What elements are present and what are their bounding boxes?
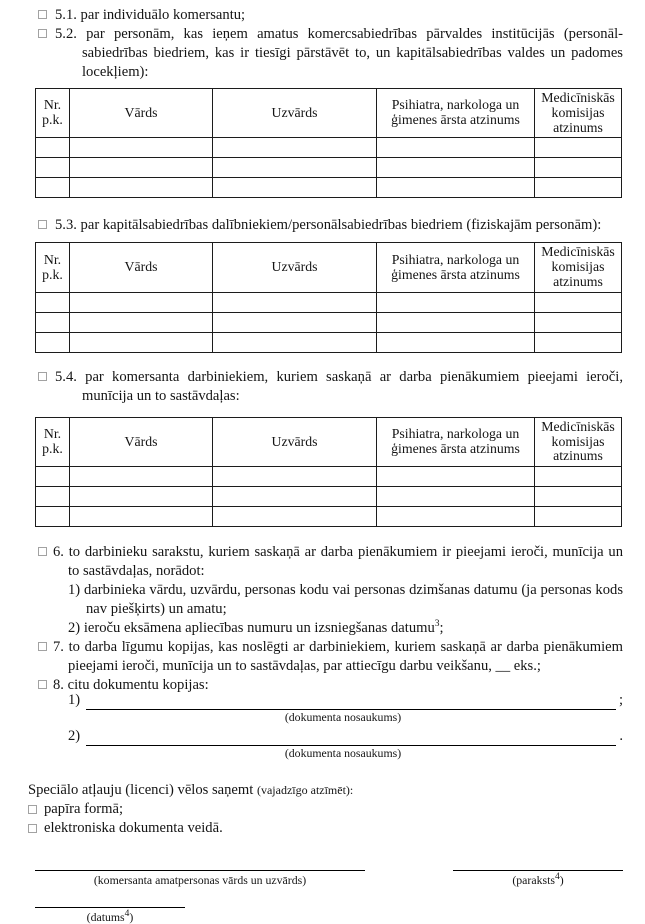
checkbox-5-1[interactable] xyxy=(38,10,47,19)
license-intro-note: (vajadzīgo atzīmēt): xyxy=(256,783,354,798)
col-header-nr: Nr. p.k. xyxy=(36,243,70,292)
item-5-1 xyxy=(38,6,623,25)
item-6 xyxy=(38,543,623,581)
empty-cell xyxy=(70,178,213,198)
empty-cell xyxy=(213,292,377,312)
empty-cell xyxy=(213,158,377,178)
empty-cell xyxy=(36,332,70,352)
item-number: 6. xyxy=(53,544,64,561)
empty-cell xyxy=(70,467,213,487)
empty-cell xyxy=(213,332,377,352)
license-intro xyxy=(28,781,623,800)
item-5-3 xyxy=(38,216,623,235)
checkbox-5-3[interactable] xyxy=(38,220,47,229)
sub-label-suffix: ; xyxy=(439,620,444,637)
license-intro-main: Speciālo atļauju (licenci) vēlos saņemt xyxy=(28,782,254,799)
footnote-ref-4: 4 xyxy=(124,909,130,920)
item-number: 5.1. xyxy=(55,7,77,23)
empty-cell xyxy=(535,467,622,487)
empty-cell xyxy=(36,507,70,527)
document-name-input-line[interactable] xyxy=(86,695,616,710)
empty-cell xyxy=(377,467,535,487)
document-blank-2 xyxy=(28,728,623,761)
empty-cell xyxy=(377,312,535,332)
col-header-vards: Vārds xyxy=(70,89,213,138)
license-option-label: papīra formā; xyxy=(44,801,124,818)
col-header-komisija: Medicīniskās komisijas atzinums xyxy=(535,417,622,466)
empty-cell xyxy=(213,487,377,507)
persons-table-1 xyxy=(35,88,622,198)
empty-cell xyxy=(70,292,213,312)
col-header-psihiatra: Psihiatra, narkologa un ģimenes ārsta atzinums xyxy=(377,89,535,138)
empty-cell xyxy=(535,487,622,507)
official-name-caption: (komersanta amatpersonas vārds un uzvārds) xyxy=(93,873,307,888)
empty-cell xyxy=(535,507,622,527)
blank-1-row xyxy=(68,692,623,710)
item-number: 8. xyxy=(53,677,64,694)
footnote-ref-3: 3 xyxy=(434,619,440,630)
license-option-paper xyxy=(28,800,623,819)
item-6-sub-1-text xyxy=(38,581,623,619)
sub-label: darbinieka vārdu, uzvārdu, personas kodu vai personas dzimšanas datumu (ja personas kods nav piešķirts) un amatu; xyxy=(84,582,624,618)
item-6-sub-1 xyxy=(38,581,623,619)
item-number: 5.3. xyxy=(55,217,77,234)
empty-cell xyxy=(213,312,377,332)
signature-sign-block xyxy=(453,869,623,887)
empty-cell xyxy=(213,467,377,487)
signature-caption xyxy=(453,871,623,887)
item-label: par komersanta darbiniekiem, kuriem saskaņā ar darba pienākumiem pieejami ieroči, munīcija un to sastāvdaļas: xyxy=(82,368,623,404)
col-header-vards: Vārds xyxy=(70,243,213,292)
persons-table-3 xyxy=(35,417,622,527)
table-row xyxy=(36,138,622,158)
item-5-2 xyxy=(38,25,623,82)
empty-cell xyxy=(36,487,70,507)
col-header-psihiatra: Psihiatra, narkologa un ģimenes ārsta atzinums xyxy=(377,417,535,466)
empty-cell xyxy=(377,178,535,198)
item-5-2-text xyxy=(38,25,623,82)
footnote-ref-4: 4 xyxy=(554,872,560,883)
item-label: par individuālo komersantu; xyxy=(80,7,246,23)
item-7 xyxy=(38,638,623,676)
checkbox-electronic-document[interactable] xyxy=(28,824,37,833)
header-row xyxy=(36,89,622,138)
empty-cell xyxy=(36,292,70,312)
empty-cell xyxy=(377,292,535,312)
empty-cell xyxy=(70,332,213,352)
persons-table-2 xyxy=(35,242,622,352)
item-6-sub-2-text xyxy=(38,619,623,638)
date-caption xyxy=(35,908,185,924)
signature-caption-text: (paraksts xyxy=(512,873,555,888)
item-label: citu dokumentu kopijas: xyxy=(67,677,209,694)
item-number: 5.2. xyxy=(55,26,77,42)
empty-cell xyxy=(70,158,213,178)
table-row xyxy=(36,158,622,178)
item-5-3-text xyxy=(38,216,623,235)
table-row xyxy=(36,467,622,487)
blank-marker: 1) xyxy=(68,692,81,709)
item-5-1-text xyxy=(38,6,623,25)
signature-name-block xyxy=(35,869,365,887)
empty-cell xyxy=(535,312,622,332)
item-5-4-text xyxy=(38,368,623,406)
date-caption-suffix: ) xyxy=(129,910,134,924)
table-row xyxy=(36,178,622,198)
col-header-nr: Nr. p.k. xyxy=(36,89,70,138)
item-number: 7. xyxy=(53,639,64,656)
col-header-komisija: Medicīniskās komisijas atzinums xyxy=(535,89,622,138)
empty-cell xyxy=(36,158,70,178)
license-option-electronic xyxy=(28,819,623,838)
empty-cell xyxy=(70,507,213,527)
item-5-4 xyxy=(38,368,623,406)
col-header-uzvards: Uzvārds xyxy=(213,243,377,292)
empty-cell xyxy=(36,138,70,158)
table-row xyxy=(36,507,622,527)
empty-cell xyxy=(377,138,535,158)
empty-cell xyxy=(535,178,622,198)
checkbox-7[interactable] xyxy=(38,642,47,651)
empty-cell xyxy=(535,332,622,352)
document-name-input-line[interactable] xyxy=(86,731,616,746)
empty-cell xyxy=(377,507,535,527)
license-option-label: elektroniska dokumenta veidā. xyxy=(44,820,223,837)
item-label: par kapitālsabiedrības dalībniekiem/personālsabiedrības biedriem (fiziskajām personām): xyxy=(80,217,602,234)
empty-cell xyxy=(535,158,622,178)
empty-cell xyxy=(70,487,213,507)
item-label: to darbinieku sarakstu, kuriem saskaņā ar darba pienākumiem ir pieejami ieroči, munīcija un to sastāvdaļas, norādot: xyxy=(68,544,623,580)
date-block xyxy=(35,906,185,924)
date-caption-text: (datums xyxy=(86,910,125,924)
document-blank-1 xyxy=(28,692,623,725)
item-label: to darba līgumu kopijas, kas noslēgti ar darbiniekiem, kuriem saskaņā ar darba pienākumiem pieejami ieroči, munīcija un to sastāvdaļas, par attiecīgu darbu veikšanu, __ eks.; xyxy=(68,639,623,675)
checkbox-6[interactable] xyxy=(38,547,47,556)
empty-cell xyxy=(377,332,535,352)
table-row xyxy=(36,292,622,312)
empty-cell xyxy=(377,158,535,178)
empty-cell xyxy=(377,487,535,507)
sub-marker: 1) xyxy=(68,582,81,599)
empty-cell xyxy=(36,178,70,198)
item-number: 5.4. xyxy=(55,368,77,385)
blank-caption: (dokumenta nosaukums) xyxy=(284,746,402,761)
empty-cell xyxy=(213,138,377,158)
col-header-komisija: Medicīniskās komisijas atzinums xyxy=(535,243,622,292)
item-7-text xyxy=(38,638,623,676)
col-header-nr: Nr. p.k. xyxy=(36,417,70,466)
empty-cell xyxy=(535,292,622,312)
table-row xyxy=(36,487,622,507)
sub-marker: 2) xyxy=(68,620,81,637)
item-label: par personām, kas ieņem amatus komercsabiedrības pārvaldes institūcijās (personāl-sabiedrības biedriem, kas ir tiesīgi pārstāvēt to, un kapitālsabiedrības valdes un padomes locekļiem): xyxy=(82,26,623,80)
empty-cell xyxy=(70,312,213,332)
item-6-text xyxy=(38,543,623,581)
table-row xyxy=(36,332,622,352)
signature-caption-suffix: ) xyxy=(559,873,564,888)
col-header-psihiatra: Psihiatra, narkologa un ģimenes ārsta atzinums xyxy=(377,243,535,292)
item-8-text xyxy=(38,676,623,695)
checkbox-5-4[interactable] xyxy=(38,372,47,381)
signature-row xyxy=(35,869,623,887)
item-6-sub-2 xyxy=(38,619,623,638)
checkbox-paper-form[interactable] xyxy=(28,805,37,814)
empty-cell xyxy=(36,467,70,487)
table-row xyxy=(36,312,622,332)
empty-cell xyxy=(213,507,377,527)
col-header-vards: Vārds xyxy=(70,417,213,466)
blank-punctuation: ; xyxy=(618,692,623,709)
empty-cell xyxy=(535,138,622,158)
blank-punctuation: . xyxy=(619,728,623,745)
col-header-uzvards: Uzvārds xyxy=(213,417,377,466)
col-header-uzvards: Uzvārds xyxy=(213,89,377,138)
checkbox-8[interactable] xyxy=(38,680,47,689)
item-8 xyxy=(38,676,623,695)
header-row xyxy=(36,417,622,466)
blank-marker: 2) xyxy=(68,728,81,745)
blank-2-row xyxy=(68,728,623,746)
header-row xyxy=(36,243,622,292)
empty-cell xyxy=(213,178,377,198)
checkbox-5-2[interactable] xyxy=(38,29,47,38)
sub-label: ieroču eksāmena apliecības numuru un izsniegšanas datumu xyxy=(83,620,435,637)
empty-cell xyxy=(36,312,70,332)
empty-cell xyxy=(70,138,213,158)
blank-caption: (dokumenta nosaukums) xyxy=(284,710,402,725)
